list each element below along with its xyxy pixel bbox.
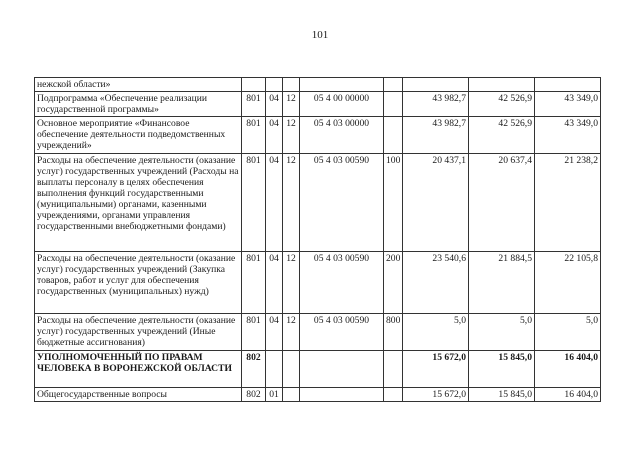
amount-year-1: 15 672,0 [403, 351, 469, 388]
ved-code: 801 [242, 117, 266, 154]
row-name: нежской области» [35, 78, 242, 92]
expense-type-code: 200 [384, 252, 403, 314]
expense-type-code [384, 351, 403, 388]
subsection-code [283, 351, 300, 388]
amount-year-3: 16 404,0 [535, 351, 601, 388]
section-code: 01 [266, 388, 283, 402]
amount-year-2: 15 845,0 [469, 351, 535, 388]
table-row [35, 351, 601, 388]
budget-table [34, 77, 601, 402]
amount-year-1: 20 437,1 [403, 154, 469, 252]
target-article-code: 05 4 00 00000 [300, 92, 384, 117]
table-row [35, 252, 601, 314]
ved-code: 801 [242, 92, 266, 117]
row-name: Расходы на обеспечение деятельности (оказание услуг) государственных учреждений (Расходы на выплаты персоналу в целях обеспечения выполнения функций государственными (муниципальными) органами, казенными учреждениями, органами управления государственными внебюджетными фондами) [35, 154, 242, 252]
ved-code: 801 [242, 154, 266, 252]
row-name: Подпрограмма «Обеспечение реализации государственной программы» [35, 92, 242, 117]
row-name: УПОЛНОМОЧЕННЫЙ ПО ПРАВАМ ЧЕЛОВЕКА В ВОРОНЕЖСКОЙ ОБЛАСТИ [35, 351, 242, 388]
expense-type-code: 800 [384, 314, 403, 351]
target-article-code: 05 4 03 00590 [300, 252, 384, 314]
target-article-code [300, 78, 384, 92]
amount-year-3: 22 105,8 [535, 252, 601, 314]
table-row [35, 154, 601, 252]
amount-year-1: 5,0 [403, 314, 469, 351]
ved-code: 802 [242, 388, 266, 402]
expense-type-code [384, 78, 403, 92]
table-row [35, 314, 601, 351]
amount-year-2 [469, 78, 535, 92]
subsection-code [283, 78, 300, 92]
subsection-code: 12 [283, 154, 300, 252]
subsection-code: 12 [283, 252, 300, 314]
amount-year-3: 16 404,0 [535, 388, 601, 402]
ved-code: 801 [242, 252, 266, 314]
amount-year-3 [535, 78, 601, 92]
expense-type-code [384, 92, 403, 117]
amount-year-1: 15 672,0 [403, 388, 469, 402]
table-row [35, 117, 601, 154]
amount-year-2: 5,0 [469, 314, 535, 351]
amount-year-1 [403, 78, 469, 92]
row-name: Общегосударственные вопросы [35, 388, 242, 402]
section-code: 04 [266, 252, 283, 314]
subsection-code: 12 [283, 117, 300, 154]
expense-type-code [384, 117, 403, 154]
section-code: 04 [266, 117, 283, 154]
target-article-code: 05 4 03 00000 [300, 117, 384, 154]
page-number: 101 [311, 29, 329, 41]
amount-year-3: 43 349,0 [535, 92, 601, 117]
expense-type-code: 100 [384, 154, 403, 252]
ved-code: 802 [242, 351, 266, 388]
amount-year-2: 20 637,4 [469, 154, 535, 252]
row-name: Расходы на обеспечение деятельности (оказание услуг) государственных учреждений (Иные бюджетные ассигнования) [35, 314, 242, 351]
ved-code [242, 78, 266, 92]
subsection-code: 12 [283, 92, 300, 117]
table-row [35, 388, 601, 402]
amount-year-3: 21 238,2 [535, 154, 601, 252]
section-code [266, 78, 283, 92]
amount-year-3: 5,0 [535, 314, 601, 351]
table-row [35, 92, 601, 117]
subsection-code [283, 388, 300, 402]
amount-year-1: 43 982,7 [403, 117, 469, 154]
row-name: Основное мероприятие «Финансовое обеспечение деятельности подведомственных учреждений» [35, 117, 242, 154]
amount-year-2: 42 526,9 [469, 92, 535, 117]
expense-type-code [384, 388, 403, 402]
amount-year-1: 43 982,7 [403, 92, 469, 117]
amount-year-2: 21 884,5 [469, 252, 535, 314]
table-row [35, 78, 601, 92]
section-code [266, 351, 283, 388]
target-article-code [300, 388, 384, 402]
row-name: Расходы на обеспечение деятельности (оказание услуг) государственных учреждений (Закупка товаров, работ и услуг для обеспечения государственных (муниципальных) нужд) [35, 252, 242, 314]
ved-code: 801 [242, 314, 266, 351]
amount-year-1: 23 540,6 [403, 252, 469, 314]
amount-year-2: 15 845,0 [469, 388, 535, 402]
target-article-code [300, 351, 384, 388]
subsection-code: 12 [283, 314, 300, 351]
section-code: 04 [266, 92, 283, 117]
target-article-code: 05 4 03 00590 [300, 314, 384, 351]
amount-year-3: 43 349,0 [535, 117, 601, 154]
section-code: 04 [266, 154, 283, 252]
section-code: 04 [266, 314, 283, 351]
amount-year-2: 42 526,9 [469, 117, 535, 154]
target-article-code: 05 4 03 00590 [300, 154, 384, 252]
